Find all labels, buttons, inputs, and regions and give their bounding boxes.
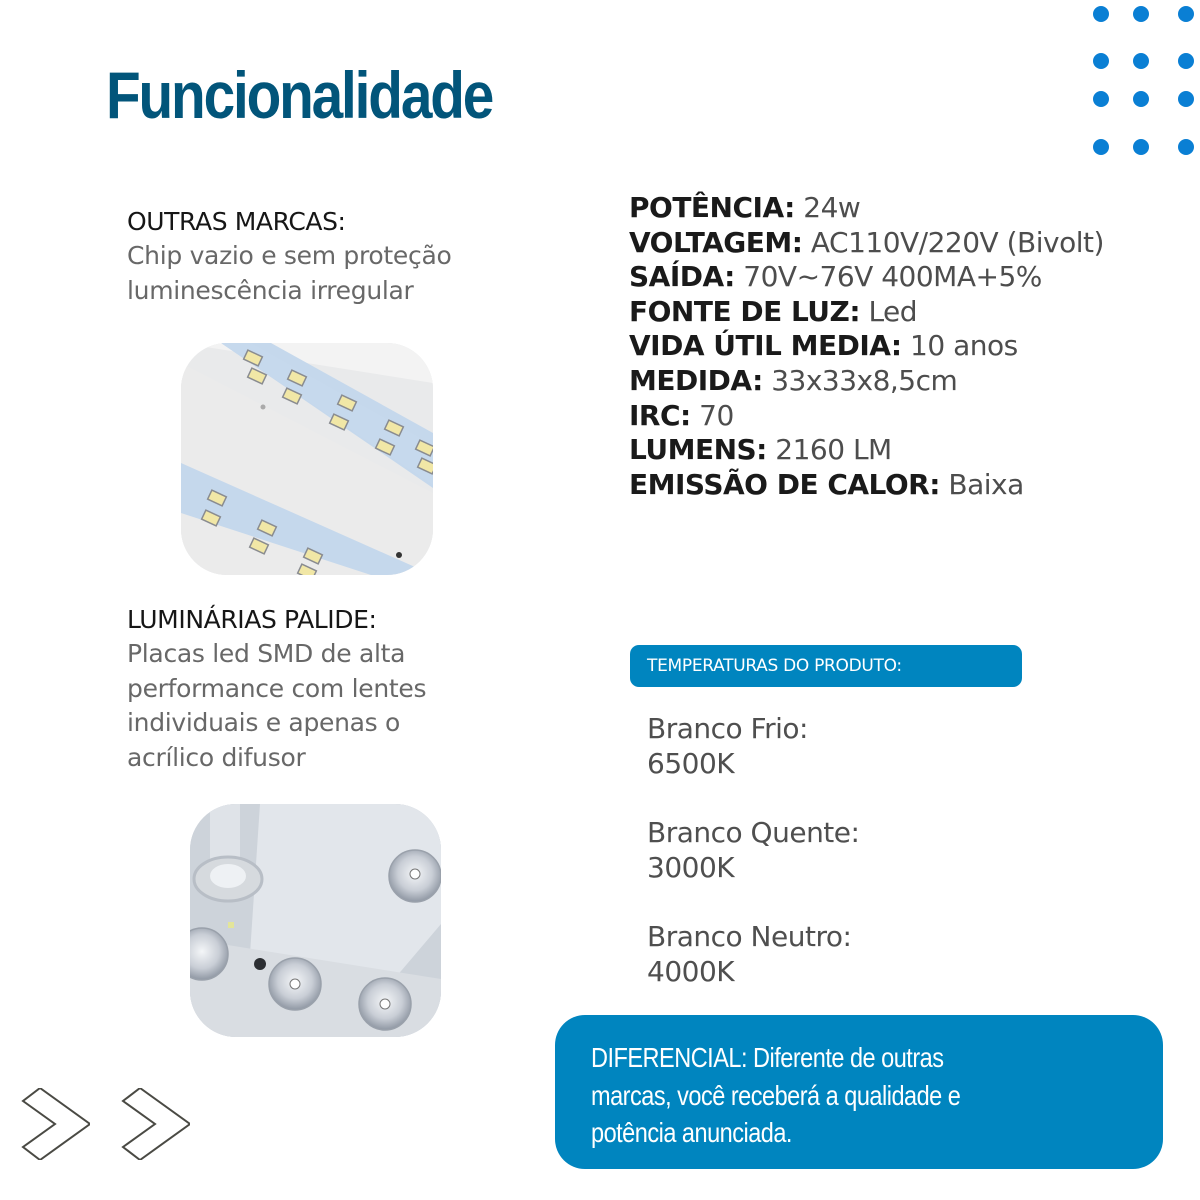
spec-value: 10 anos [910, 329, 1018, 363]
dot-icon [1133, 6, 1149, 22]
dot-icon [1093, 6, 1109, 22]
spec-value: Baixa [948, 467, 1024, 501]
spec-row-irc [629, 399, 1104, 434]
spec-key: MEDIDA: [629, 363, 763, 397]
temperature-item-warm [647, 815, 859, 885]
specs-list [629, 191, 1104, 502]
dot-icon [1178, 91, 1194, 107]
palide-line-2: performance com lentes [127, 673, 427, 703]
spec-key: LUMENS: [629, 433, 767, 467]
spec-key: VOLTAGEM: [629, 225, 803, 259]
dot-icon [1178, 139, 1194, 155]
spec-value: 70 [699, 398, 734, 432]
spec-value: 24w [803, 191, 861, 224]
spec-value: AC110V/220V (Bivolt) [810, 225, 1104, 259]
palide-line-1: Placas led SMD de alta [127, 639, 406, 668]
temperatures-list [647, 711, 859, 1023]
spec-key: POTÊNCIA: [629, 191, 795, 224]
spec-value: Led [868, 294, 918, 328]
spec-value: 70V~76V 400MA+5% [743, 260, 1042, 294]
spec-row-light-source [629, 295, 1104, 330]
spec-key: IRC: [629, 398, 691, 432]
spec-key: VIDA ÚTIL MEDIA: [629, 329, 902, 363]
spec-key: FONTE DE LUZ: [629, 294, 861, 328]
temperature-name: Branco Frio: [647, 712, 808, 745]
other-brands-heading: OUTRAS MARCAS: [127, 207, 346, 236]
smd-lens-board-image [190, 804, 441, 1037]
differential-text: DIFERENCIAL: Diferente de outras marcas, você receberá a qualidade e potência anunciada. [591, 1042, 961, 1148]
dot-icon [1133, 53, 1149, 69]
temperature-value: 4000K [647, 955, 735, 988]
palide-line-3: individuais e apenas o [127, 708, 401, 737]
temperature-item-neutral [647, 919, 859, 989]
temperature-name: Branco Quente: [647, 816, 860, 849]
dot-icon [1093, 91, 1109, 107]
spec-row-heat [629, 468, 1104, 503]
temperatures-badge: TEMPERATURAS DO PRODUTO: [630, 645, 1022, 687]
dot-icon [1178, 6, 1194, 22]
spec-value: 33x33x8,5cm [771, 363, 958, 397]
other-brands-line-1: Chip vazio e sem proteção [127, 241, 452, 270]
temperature-value: 6500K [647, 747, 735, 780]
spec-row-output [629, 260, 1104, 295]
other-brands-section [127, 205, 547, 308]
spec-row-lumens [629, 433, 1104, 468]
other-brands-led-photo [181, 343, 433, 575]
spec-value: 2160 LM [775, 433, 892, 467]
spec-row-lifespan [629, 329, 1104, 364]
dot-icon [1133, 91, 1149, 107]
spec-row-power [629, 191, 1104, 226]
palide-led-photo [190, 804, 441, 1037]
temperature-value: 3000K [647, 851, 735, 884]
dot-icon [1093, 139, 1109, 155]
page-title: Funcionalidade [106, 58, 493, 132]
dot-icon [1178, 53, 1194, 69]
temperature-item-cold [647, 711, 859, 781]
other-brands-line-2: luminescência irregular [127, 275, 414, 305]
temperature-name: Branco Neutro: [647, 920, 852, 953]
spec-row-size [629, 364, 1104, 399]
spec-key: SAÍDA: [629, 260, 735, 294]
spec-row-voltage [629, 226, 1104, 261]
palide-section [127, 603, 547, 775]
palide-heading: LUMINÁRIAS PALIDE: [127, 605, 377, 634]
chevron-right-outline-icon [120, 1088, 190, 1160]
dot-icon [1093, 53, 1109, 69]
differential-box [555, 1015, 1163, 1169]
led-strip-board-image [181, 343, 433, 575]
chevron-right-outline-icon [20, 1088, 90, 1160]
palide-line-4: acrílico difusor [127, 742, 306, 772]
spec-key: EMISSÃO DE CALOR: [629, 467, 940, 501]
dot-icon [1133, 139, 1149, 155]
